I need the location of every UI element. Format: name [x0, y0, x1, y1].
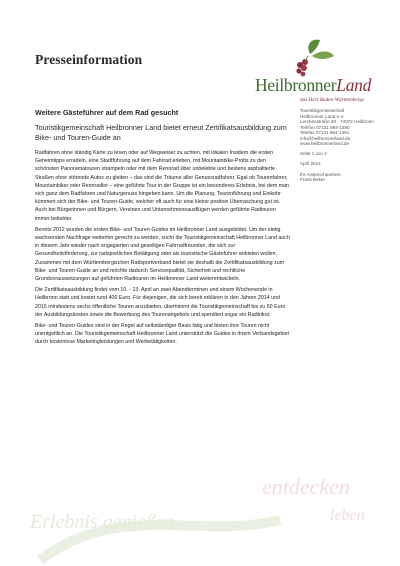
watermark-leben: leben	[330, 507, 365, 524]
article-paragraph: Die Zertifikatsausbildung findet vom 10. - 13. April an zwei Abendterminen und einem Wochenende in Heilbronn statt und kostet rund 400 Euro. Für diejenigen, die sich bereit erklären in den Jahren 2014 und 2015 mindestens sechs öffentliche Touren anzubieten, übernimmt die Touristikgemeinschaft bis zu 60 Euro der Ausbildungskosten sowie die Bewerbung des Tourenangebots und spendiert sogar ein Radtrikot.	[35, 287, 286, 318]
address-line: info@heilbronnerland.de	[300, 135, 351, 141]
page-info: Seite 1 von 2	[300, 150, 327, 156]
article-paragraph: Radfahren ohne ständig Karte zu lesen oder auf Wegweiser zu achten, mit lokalen Insidern die ersten Geheimtipps erradeln, eine Stadtführung auf dem Fahrrad erleben, mit Mountainbike-Profis zu den schönsten Panoramatouren strampeln oder mit dem Rennrad über unbelebte und bestens asphaltierte Straßen ohne störende Autos zu gleiten – das sind die Träume aller Genussradfahrer. Egal ob Tourenfahrer, Mountainbiker oder Rennradler – eine geführte Tour in der Gruppe ist ein besonderes Erlebnis, bei dem man sich ganz dem Radfahren und Naturgenuss hingeben kann. Um die Planung, Tourenführung und Einkehr kümmert sich der Bike- und Touren-Guide, welcher oft auch für eine kleine positive Überraschung gut ist. Auch bei Bürgerinnen und Bürgern, Vereinen und Unternehmensausflügen werden geführte Radtouren immer beliebter.	[35, 150, 290, 222]
article-headline: Weitere Gästeführer auf dem Rad gesucht	[35, 108, 179, 117]
watermark-erlebnis: Erlebnis genießen	[30, 511, 175, 533]
article-paragraph: Bike- und Touren-Guides sind in der Regel auf selbständiger Basis tätig und bieten ihre Touren nicht unentgeltlich an. Die Touristikgemeinschaft Heilbronner Land unterstützt die Guides in ihrem Verbandsgebiet durch kostenlose Marketingleistungen und Werbetätigkeiten.	[35, 323, 290, 346]
watermark-entdecken: entdecken	[262, 474, 350, 499]
contact-name: Frank Beker	[300, 177, 326, 182]
watermark-swirl	[40, 520, 280, 560]
address-line: www.heilbronnerland.de	[300, 141, 350, 146]
address-block	[300, 108, 392, 147]
logo-brand-main: Heilbronner	[255, 75, 337, 95]
logo-wordmark	[255, 75, 371, 96]
sender-info	[300, 108, 392, 188]
vine-leaf-icon	[296, 40, 334, 77]
article-subtitle: Touristikgemeinschaft Heilbronner Land bietet erneut Zertifikatsausbildung zum Bike- und Touren-Guide an	[35, 123, 287, 142]
logo-tagline: das Herz Baden-Württembergs	[300, 97, 365, 103]
address-line: Telefax 07131 994-1391	[300, 130, 350, 135]
address-line: Heilbronner Land e.V.	[300, 113, 345, 119]
date: April 2014	[300, 161, 321, 166]
article	[35, 108, 290, 350]
address-line: Telefon 07131 994-1390	[300, 124, 350, 130]
address-line: Touristikgemeinschaft	[300, 108, 345, 113]
meta-block	[300, 151, 392, 183]
address-line: Lerchenstraße 40 · 74072 Heilbronn	[300, 119, 374, 124]
page-title: Presseinformation	[35, 52, 143, 67]
contact-label: Ihr Ansprechpartner:	[300, 171, 342, 177]
logo-brand-land: Land	[336, 75, 372, 95]
article-paragraph: Bereits 2012 wurden die ersten Bike- und Touren-Guides im Heilbronner Land ausgebildet. Um der stetig wachsenden Nachfrage weiterhin gerecht zu werden, sucht die Touristikgemeinschaft Heilbronner Land auch in diesem Jahr wieder nach engagierten und geselligen Fahrradfreunden, die sich zur Gesundheitsförderung, zur radsportlichen Betätigung oder als touristische Gästeführer anbieten wollen. Zusammen mit dem Württembergischen Radsportverband bietet sie deshalb die Zertifikatsausbildung zum Bike- und Touren-Guide an und möchte dadurch Servicequalität, Sicherheit und rechtliche Grundvoraussetzungen auf geführten Radtouren im Heilbronner Land weiterentwickeln.	[35, 226, 290, 283]
